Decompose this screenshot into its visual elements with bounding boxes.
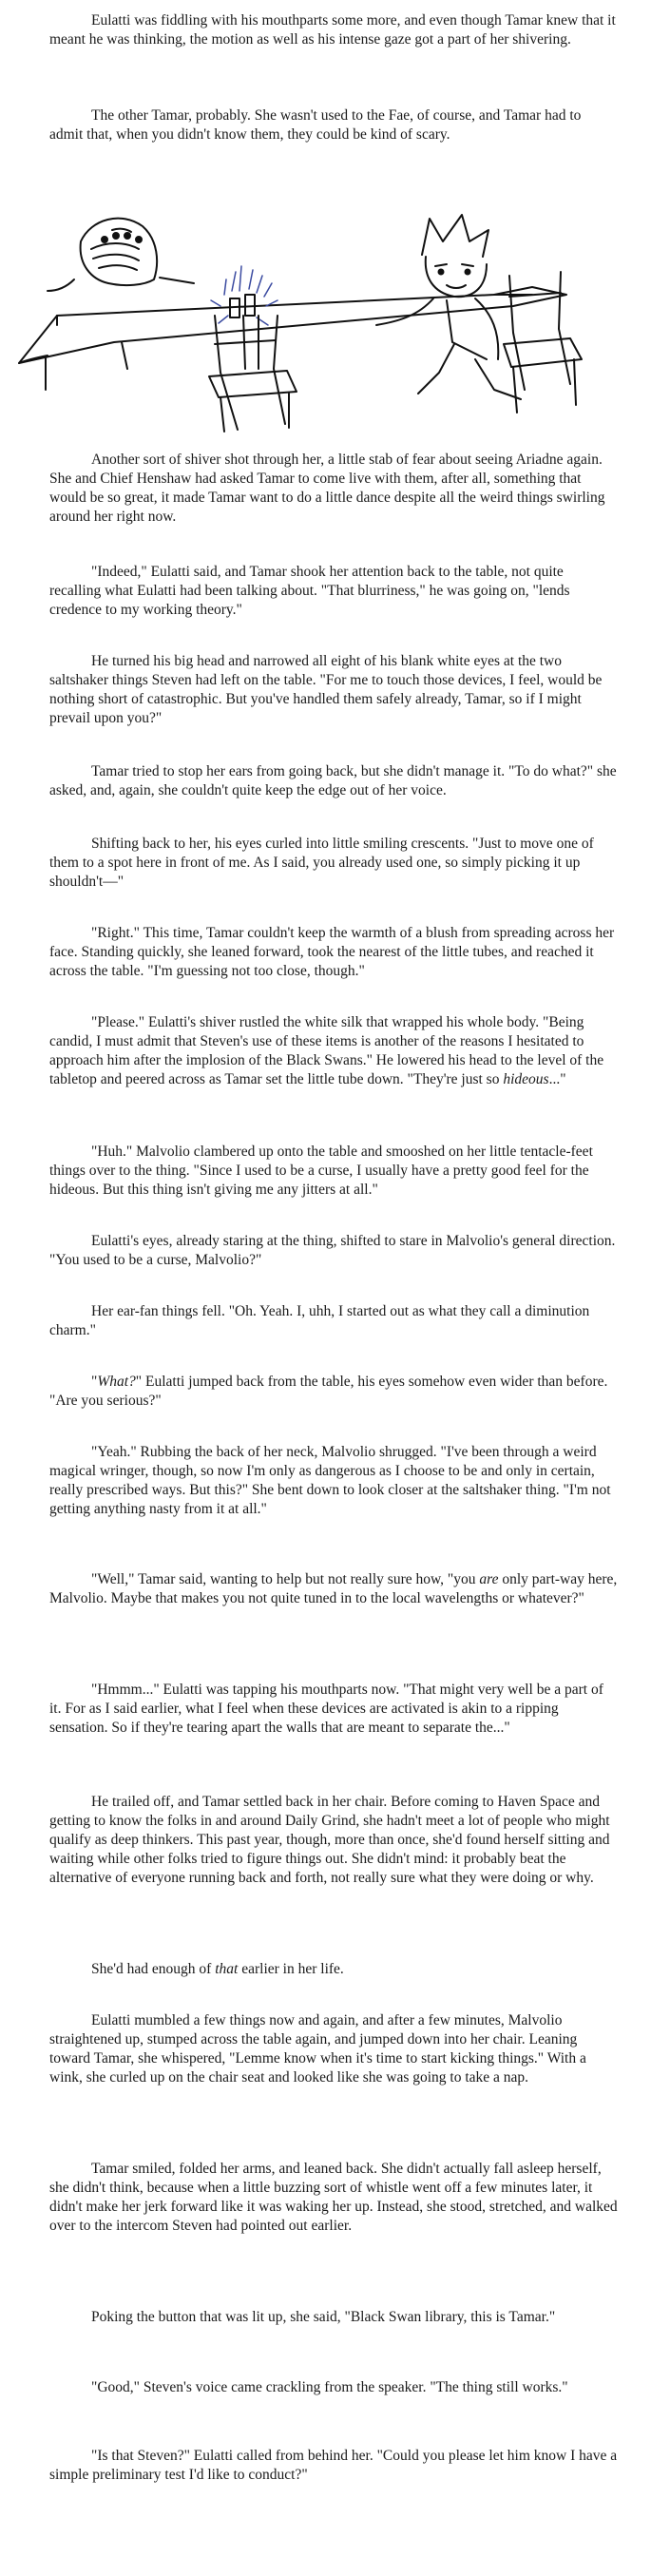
- story-paragraph: [49, 2378, 618, 2397]
- story-paragraph: [49, 2160, 618, 2236]
- hooded-creature-figure: [48, 219, 194, 291]
- paragraph-text: "Is that Steven?" Eulatti called from behind her. "Could you please let him know I have a simple preliminary test I'd like to conduct?": [49, 2448, 618, 2483]
- paragraph-text: Another sort of shiver shot through her, a little stab of fear about seeing Ariadne again. She and Chief Henshaw had asked Tamar to come live with them, after all, something that would be so great, it made Tamar want to do a little dance despite all the weird things swirling around her right now.: [49, 452, 605, 525]
- story-paragraph: [49, 2447, 618, 2485]
- paragraph-text: The other Tamar, probably. She wasn't used to the Fae, of course, and Tamar had to admit that, when you didn't know them, they could be kind of scary.: [49, 107, 582, 143]
- emphasis-text: What?: [97, 1374, 136, 1390]
- paragraph-text: "Good," Steven's voice came crackling from the speaker. "The thing still works.": [91, 2379, 568, 2395]
- paragraph-text: "Hmmm..." Eulatti was tapping his mouthparts now. "That might very well be a part of it. For as I said earlier, what I feel when these devices are activated is akin to a ripping sensation. So if they're tearing apart the walls that are meant to separate the...": [49, 1682, 603, 1736]
- paragraph-text: Poking the button that was lit up, she said, "Black Swan library, this is Tamar.": [91, 2309, 556, 2325]
- story-paragraph: [49, 652, 618, 728]
- story-paragraph: [49, 1373, 618, 1411]
- paragraph-text: "Huh." Malvolio clambered up onto the table and smooshed on her little tentacle-feet things over to the thing. "Since I used to be a curse, I usually have a pretty good feel for the hideous. But this thing isn't giving me any jitters at all.": [49, 1144, 593, 1198]
- paragraph-text: ...": [548, 1071, 566, 1087]
- paragraph-text: "Please." Eulatti's shiver rustled the white silk that wrapped his whole body. "Being candid, I must admit that Steven's use of these items is another of the reasons I hesitated to approach him after the implosion of the Black Swans." He lowered his head to the level of the tabletop and peered across as Tamar set the little tube down. "They're just so: [49, 1014, 604, 1087]
- story-paragraph: [49, 2308, 618, 2327]
- paragraph-text: "Right." This time, Tamar couldn't keep the warmth of a blush from spreading across her face. Standing quickly, she leaned forward, took the nearest of the little tubes, and reached it across the table. "I'm guessing not too close, though.": [49, 925, 615, 979]
- story-paragraph: [49, 1302, 618, 1340]
- paragraph-text: only part-way here, Malvolio. Maybe that makes you not quite tuned in to the local wavelengths or whatever?": [49, 1571, 618, 1606]
- emphasis-text: hideous: [503, 1071, 549, 1087]
- story-paragraph: [49, 1570, 618, 1608]
- paragraph-text: Her ear-fan things fell. "Oh. Yeah. I, uhh, I started out as what they call a diminution charm.": [49, 1303, 590, 1338]
- paragraph-text: earlier in her life.: [238, 1961, 344, 1977]
- paragraph-text: "Yeah." Rubbing the back of her neck, Malvolio shrugged. "I've been through a weird magical wringer, though, so now I'm only as dangerous as I choose to be and only in certain, really prescribed ways. But this?" She bent down to look closer at the saltshaker thing. "I'm not getting anything nasty from it at all.": [49, 1444, 611, 1517]
- paragraph-text: He trailed off, and Tamar settled back in her chair. Before coming to Haven Space and getting to know the folks in and around Daily Grind, she hadn't meet a lot of people who might qualify as deep thinkers. This past year, though, more than once, she'd found herself sitting and waiting while other folks tried to figure things out. She didn't mind: it probably beat the alternative of everyone running back and forth, not really sure what they were doing or why.: [49, 1794, 610, 1886]
- story-paragraph: [49, 924, 618, 981]
- paragraph-text: Shifting back to her, his eyes curled into little smiling crescents. "Just to move one of them to a spot here in front of me. As I said, you already used one, so simply picking it up shouldn't—": [49, 836, 594, 890]
- paragraph-text: She'd had enough of: [91, 1961, 216, 1977]
- table-scene-illustration: [0, 173, 651, 437]
- story-paragraph: [49, 1443, 618, 1519]
- story-paragraph: [49, 2011, 618, 2087]
- story-paragraph: [49, 835, 618, 892]
- table-top: [19, 287, 566, 363]
- story-paragraph: [49, 762, 618, 800]
- paragraph-text: Tamar tried to stop her ears from going back, but she didn't manage it. "To do what?" she asked, and, again, she couldn't quite keep the edge out of her voice.: [49, 763, 617, 798]
- story-paragraph: [49, 1793, 618, 1888]
- wooden-chair-right: [504, 272, 582, 413]
- paragraph-text: Eulatti's eyes, already staring at the thing, shifted to stare in Malvolio's general direction. "You used to be a curse, Malvolio?": [49, 1233, 616, 1268]
- story-paragraph: [49, 106, 618, 144]
- emphasis-text: that: [215, 1961, 239, 1977]
- paragraph-text: Tamar smiled, folded her arms, and leaned back. She didn't actually fall asleep herself, she didn't think, because when a little buzzing sort of whistle went off a few minutes later, it didn't make her jerk forward like it was waking her up. Instead, she stood, stretched, and walked over to the intercom Steven had pointed out earlier.: [49, 2161, 618, 2234]
- story-paragraph: [49, 1681, 618, 1738]
- paragraph-text: " Eulatti jumped back from the table, his eyes somehow even wider than before. "Are you serious?": [49, 1374, 608, 1409]
- story-paragraph: [49, 563, 618, 620]
- paragraph-text: Eulatti was fiddling with his mouthparts some more, and even though Tamar knew that it meant he was thinking, the motion as well as his intense gaze got a part of her shivering.: [49, 12, 616, 48]
- story-paragraph: [49, 1013, 618, 1089]
- paragraph-text: "Well," Tamar said, wanting to help but not really sure how, "you: [91, 1571, 480, 1587]
- story-paragraph: [49, 451, 618, 527]
- paragraph-text: Eulatti mumbled a few things now and again, and after a few minutes, Malvolio straightened up, stumped across the table again, and jumped down into her chair. Leaning toward Tamar, she whispered, "Lemme know when it's time to start kicking things." With a wink, she curled up on the chair seat and looked like she was going to take a nap.: [49, 2012, 586, 2086]
- paragraph-text: He turned his big head and narrowed all eight of his blank white eyes at the two saltshaker things Steven had left on the table. "For me to touch those devices, I feel, would be nothing short of catastrophic. But you've handled them safely already, Tamar, so if I might prevail upon you?": [49, 653, 603, 726]
- paragraph-text: "Indeed," Eulatti said, and Tamar shook her attention back to the table, not quite recalling what Eulatti had been talking about. "That blurriness," he was going on, "lends credence to my working theory.": [49, 564, 570, 618]
- paragraph-text: ": [91, 1374, 98, 1390]
- emphasis-text: are: [479, 1571, 499, 1587]
- story-paragraph: [49, 11, 618, 49]
- story-paragraph: [49, 1143, 618, 1200]
- story-paragraph: [49, 1960, 618, 1979]
- story-paragraph: [49, 1232, 618, 1270]
